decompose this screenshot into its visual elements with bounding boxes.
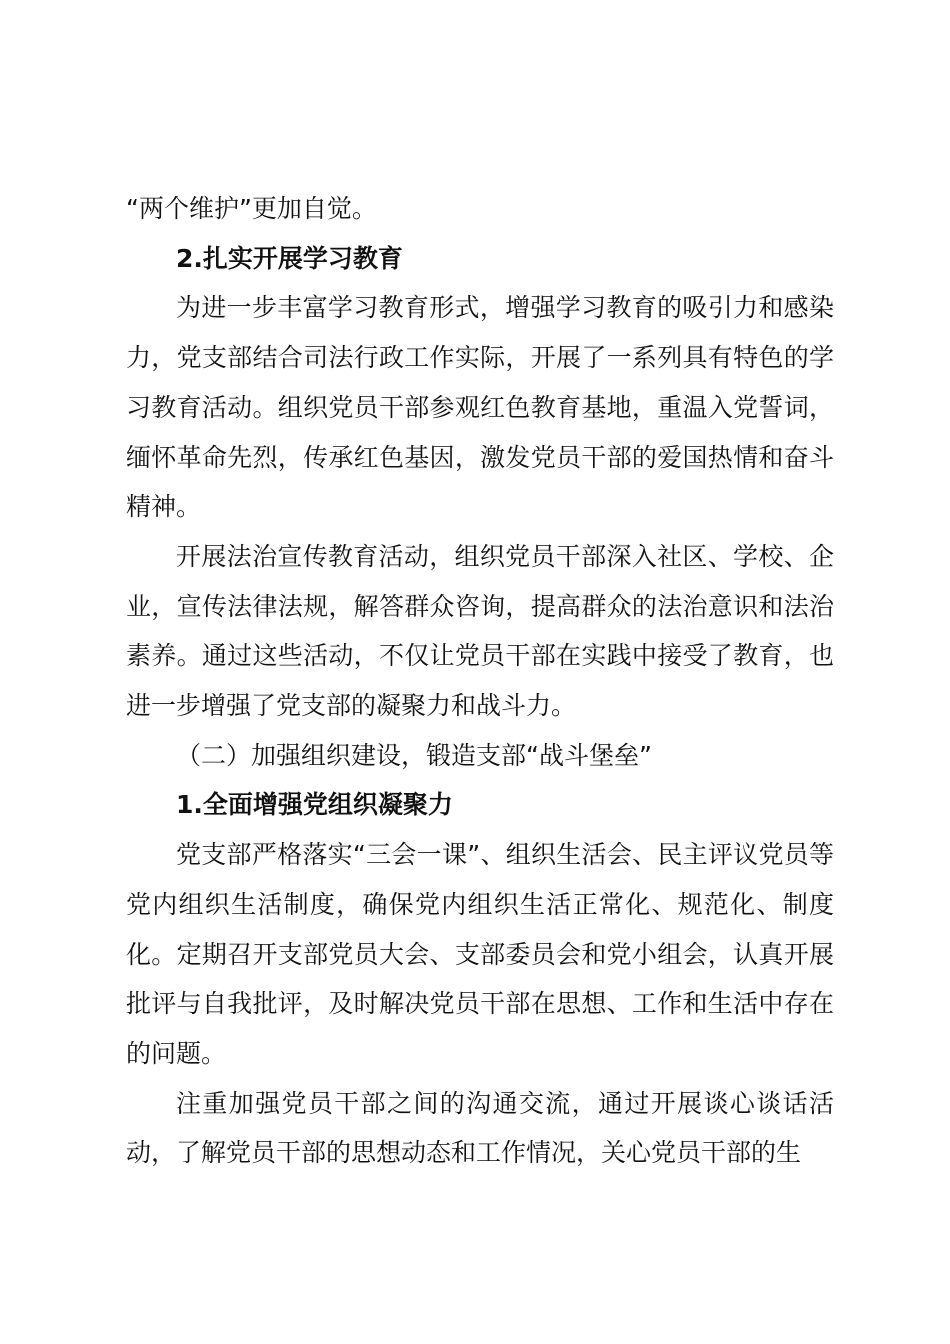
section-heading-cohesion: 1.全面增强党组织凝聚力 — [176, 790, 453, 820]
document-body — [126, 184, 834, 1178]
section-heading-organization-building: （二）加强组织建设，锻造支部“战斗堡垒” — [176, 740, 652, 770]
section-heading-study-education: 2.扎实开展学习教育 — [176, 243, 403, 273]
paragraph-legal-education: 开展法治宣传教育活动，组织党员干部深入社区、学校、企业，宣传法律法规，解答群众咨询，提高群众的法治意识和法治素养。通过这些活动，不仅让党员干部在实践中接受了教育，也进一步增强了党支部的凝聚力和战斗力。 — [126, 541, 834, 721]
paragraph-study-education: 为进一步丰富学习教育形式，增强学习教育的吸引力和感染力，党支部结合司法行政工作实际，开展了一系列具有特色的学习教育活动。组织党员干部参观红色教育基地，重温入党誓词，缅怀革命先烈，传承红色基因，激发党员干部的爱国热情和奋斗精神。 — [126, 293, 834, 522]
paragraph-continuation: “两个维护”更加自觉。 — [126, 194, 377, 223]
paragraph-communication: 注重加强党员干部之间的沟通交流，通过开展谈心谈话活动，了解党员干部的思想动态和工作情况，关心党员干部的生 — [126, 1088, 834, 1168]
paragraph-organization-life: 党支部严格落实“三会一课”、组织生活会、民主评议党员等党内组织生活制度，确保党内组织生活正常化、规范化、制度化。定期召开支部党员大会、支部委员会和党小组会，认真开展批评与自我批评，及时解决党员干部在思想、工作和生活中存在的问题。 — [126, 840, 834, 1068]
